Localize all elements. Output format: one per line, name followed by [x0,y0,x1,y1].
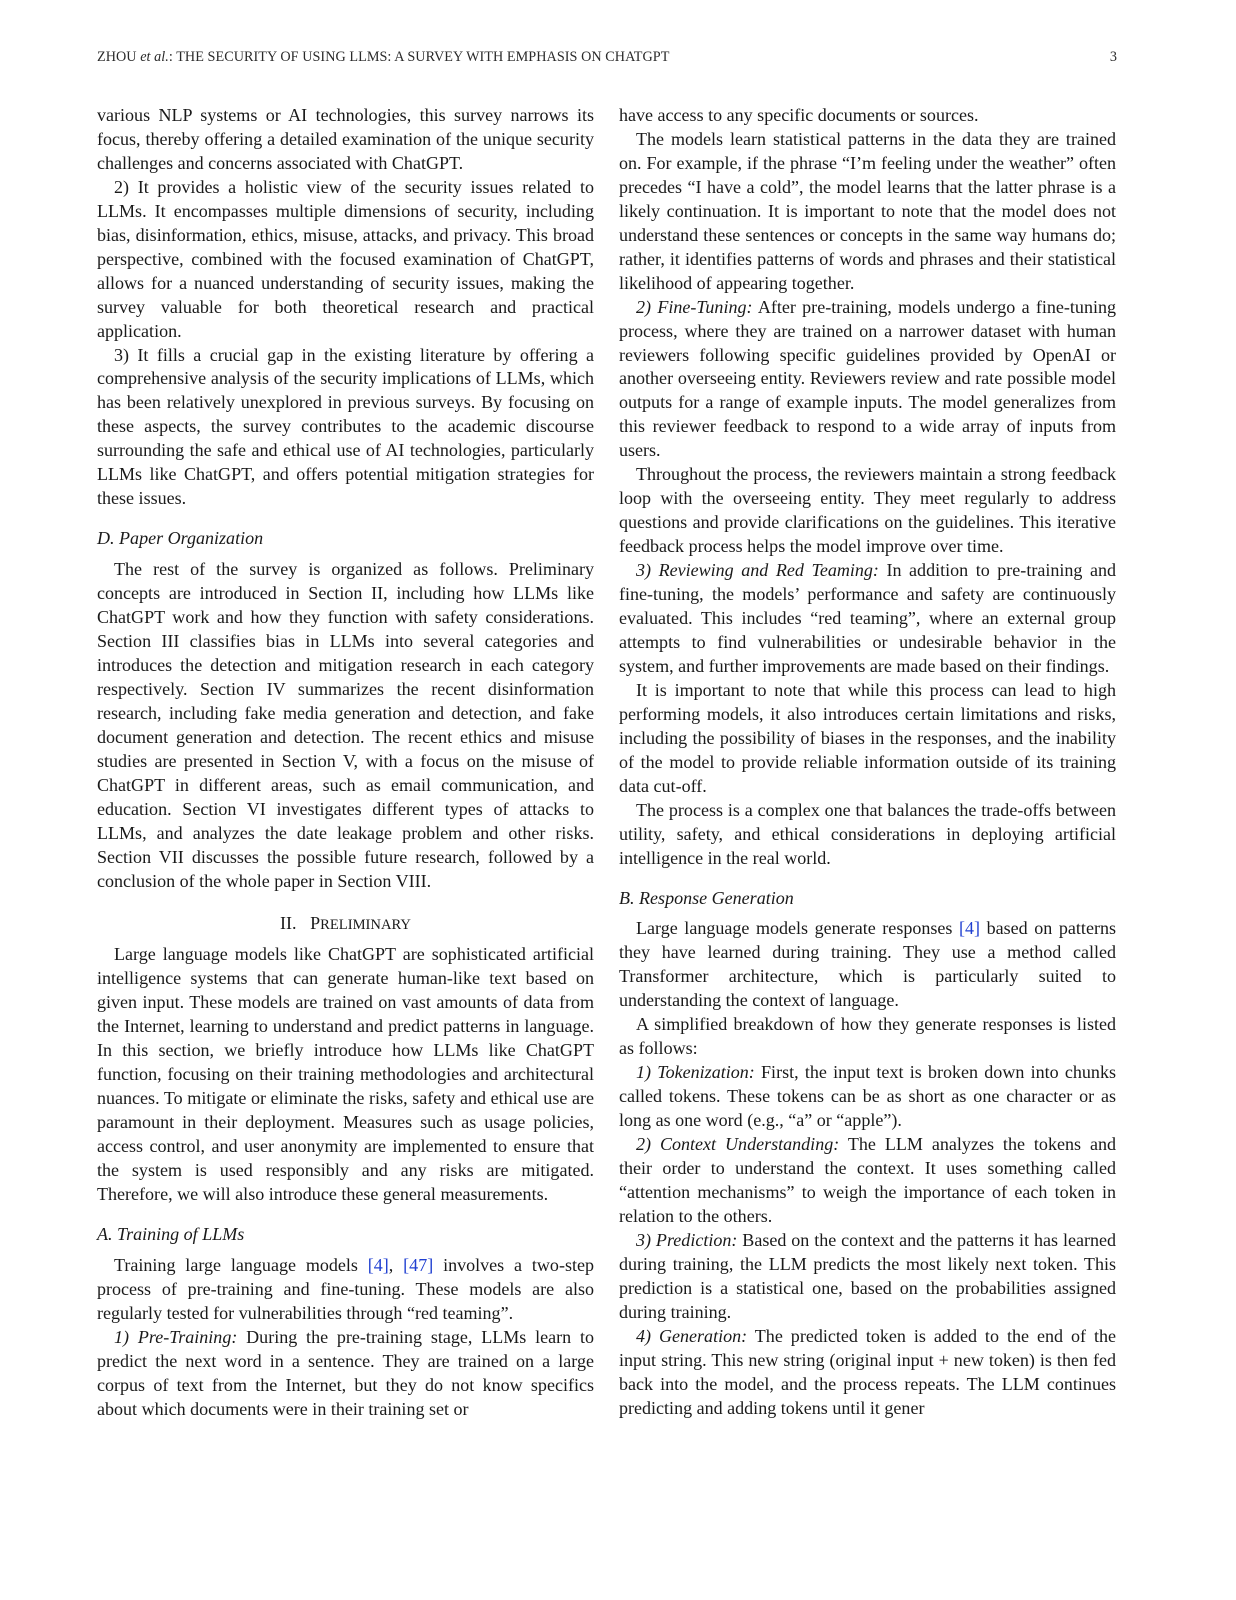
citation-link[interactable]: [4] [367,1254,389,1275]
paragraph: The rest of the survey is organized as follows. Preliminary concepts are introduced in Section II, including how LLMs like ChatGPT work and how they function with safety considerations. Section III classifies bias in LLMs into several categories and introduces the detection and mitigation research in each category respectively. Section IV summarizes the recent disinformation research, including fake media generation and detection, and fake document generation and detection. The recent ethics and misuse studies are presented in Section V, with a focus on the misuse of ChatGPT in different areas, such as email communication, and education. Section VI investigates different types of attacks to LLMs, and analyzes the date leakage problem and other risks. Section VII discusses the possible future research, followed by a conclusion of the whole paper in Section VIII. [97,559,594,891]
paragraph: have access to any specific documents or sources. [619,105,979,125]
paragraph-run-in-heading: 1) Pre-Training: [114,1326,238,1347]
left-column [97,104,594,1422]
paragraph: Large language models generate responses [4] based on patterns they have learned during training. They use a method called Transformer architecture, which is particularly suited to understanding the context of language. [619,918,1116,1011]
citation-link[interactable]: [4] [959,918,981,939]
paragraph-run-in-heading: 2) Fine-Tuning: [636,296,753,317]
running-head [97,49,1117,69]
paragraph: 2) Fine-Tuning: After pre-training, models undergo a fine-tuning process, where they are trained on a narrower dataset with human reviewers following specific guidelines provided by OpenAI or another overseeing entity. Reviewers review and rate possible model outputs for a range of example inputs. The model generalizes from this reviewer feedback to respond to a wide array of inputs from users. [619,296,1117,461]
subsection-heading: A. Training of LLMs [97,1223,245,1244]
paragraph: 4) Generation: The predicted token is added to the end of the input string. This new string (original input + new token) is then fed back into the model, and the process repeats. The LLM continues predicting and adding tokens until it gener [619,1325,1116,1418]
paragraph: 3) Reviewing and Red Teaming: In addition to pre-training and fine-tuning, the models’ performance and safety are continuously evaluated. This includes “red teaming”, where an external group attempts to find vulnerabilities or undesirable behavior in the system, and further improvements are made based on their findings. [619,560,1116,676]
paragraph: 1) Tokenization: First, the input text is broken down into chunks called tokens. These tokens can be as short as one character or as long as one word (e.g., “a” or “apple”). [619,1062,1116,1131]
paragraph: A simplified breakdown of how they generate responses is listed as follows: [619,1014,1116,1059]
paragraph: 2) Context Understanding: The LLM analyzes the tokens and their order to understand the context. It uses something called “attention mechanisms” to weigh the importance of each token in relation to the others. [619,1134,1117,1226]
paragraph: It is important to note that while this process can lead to high performing models, it also introduces certain limitations and risks, including the possibility of biases in the responses, and the inability of the model to provide reliable information outside of its training data cut-off. [619,679,1116,796]
page-number: 3 [1109,49,1117,65]
subsection-heading: D. Paper Organization [97,528,264,549]
paragraph-run-in-heading: 1) Tokenization: [636,1062,755,1083]
paragraph: 3) Prediction: Based on the context and the patterns it has learned during training, the LLM predicts the most likely next token. This prediction is a statistical one, based on the probabilities assigned during training. [619,1229,1116,1322]
section-title-initial: P [310,912,321,933]
running-title: ZHOU et al.: THE SECURITY OF USING LLMS: A SURVEY WITH EMPHASIS ON CHATGPT [97,49,670,65]
section-heading [97,912,594,938]
section-title-rest: RELIMINARY [320,916,411,933]
paragraph: Throughout the process, the reviewers maintain a strong feedback loop with the overseeing entity. They meet regularly to address questions and provide clarifications on the guidelines. This iterative feedback process helps the model improve over time. [619,464,1116,557]
paragraph: 3) It fills a crucial gap in the existing literature by offering a comprehensive analysis of the security implications of LLMs, which has been relatively unexplored in previous surveys. By focusing on these aspects, the survey contributes to the academic discourse surrounding the safe and ethical use of AI technologies, particularly LLMs like ChatGPT, and offers potential mitigation strategies for these issues. [97,344,594,509]
section-number: II. [280,912,297,933]
paragraph-run-in-heading: 3) Reviewing and Red Teaming: [636,560,879,581]
paragraph: various NLP systems or AI technologies, this survey narrows its focus, thereby offering a detailed examination of the unique security challenges and concerns associated with ChatGPT. [97,105,594,173]
paragraph-run-in-heading: 2) Context Understanding: [636,1134,840,1155]
paragraph: The process is a complex one that balances the trade-offs between utility, safety, and ethical considerations in deploying artificial intelligence in the real world. [619,799,1116,868]
subsection-heading: B. Response Generation [619,887,794,908]
right-column [619,104,1116,1420]
paragraph-run-in-heading: 4) Generation: [636,1325,748,1346]
paragraph: Training large language models [4], [47] involves a two-step process of pre-training and fine-tuning. These models are also regularly tested for vulnerabilities through “red teaming”. [97,1254,594,1323]
paragraph: Large language models like ChatGPT are sophisticated artificial intelligence systems that can generate human-like text based on given input. These models are trained on vast amounts of data from the Internet, learning to understand and predict patterns in language. In this section, we briefly introduce how LLMs like ChatGPT function, focusing on their training methodologies and architectural nuances. To mitigate or eliminate the risks, safety and ethical use are paramount in their deployment. Measures such as usage policies, access control, and user anonymity are implemented to ensure that the system is used responsibly and any risks are mitigated. Therefore, we will also introduce these general measurements. [97,944,594,1204]
paragraph: 1) Pre-Training: During the pre-training stage, LLMs learn to predict the next word in a sentence. They are trained on a large corpus of text from the Internet, but they do not know specifics about which documents were in their training set or [97,1326,594,1419]
paragraph: 2) It provides a holistic view of the security issues related to LLMs. It encompasses multiple dimensions of security, including bias, disinformation, ethics, misuse, attacks, and privacy. This broad perspective, combined with the focused examination of ChatGPT, allows for a nuanced understanding of security issues, making the survey valuable for both theoretical research and practical application. [97,176,594,341]
paragraph: The models learn statistical patterns in the data they are trained on. For example, if the phrase “I’m feeling under the weather” often precedes “I have a cold”, the model learns that the latter phrase is a likely continuation. It is important to note that the model does not understand these sentences or concepts in the same way humans do; rather, it identifies patterns of words and phrases and their statistical likelihood of appearing together. [619,128,1116,293]
citation-link[interactable]: [47] [403,1254,434,1275]
paragraph-run-in-heading: 3) Prediction: [636,1229,738,1250]
